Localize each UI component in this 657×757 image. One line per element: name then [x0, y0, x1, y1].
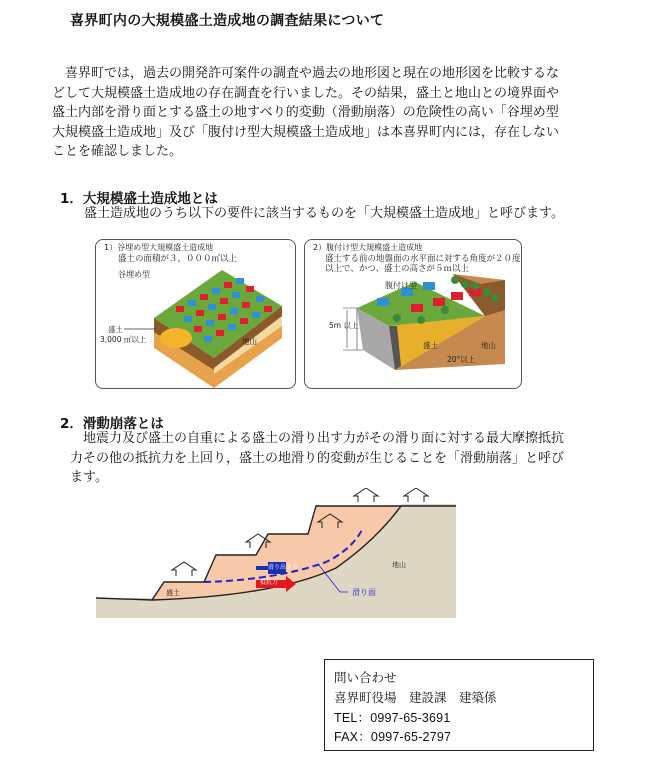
fill-label: 盛土: [108, 325, 123, 334]
section1-body: 盛土造成地のうち以下の要件に該当するものを「大規模盛土造成地」と呼びます。: [84, 206, 564, 221]
sliding-force-label: 滑り出す力: [268, 564, 299, 571]
slope-failure-diagram: [96, 488, 466, 618]
fill-label: 盛土: [423, 341, 438, 350]
section1-heading: 1．大規模盛土造成地とは: [60, 191, 218, 207]
section2-line: 地震力及び盛土の自重による盛土の滑り出す力がその滑り面に対する最大摩擦抵抗: [83, 431, 565, 446]
figure-requirement-line1: 盛土する前の地盤面の水平面に対する角度が２０度: [325, 254, 521, 264]
fill-label: 盛土: [166, 589, 180, 597]
type-label: 腹付け型: [385, 281, 417, 290]
figure-requirement-line2: 以上で、かつ、盛土の高さが５ｍ以上: [325, 264, 469, 274]
figure-valley-fill: [95, 239, 296, 389]
height-label: 5m 以上: [329, 321, 359, 330]
intro-line: どして大規模盛土造成地の存在調査を行いました。その結果，盛土と地山との境界面や: [52, 85, 560, 101]
figure-side-fill: [304, 239, 522, 389]
figure-requirement: 盛土の面積が３，０００㎡以上: [118, 254, 238, 264]
contact-tel[interactable]: TEL：0997-65-3691: [334, 711, 451, 725]
type-label: 谷埋め型: [118, 270, 150, 279]
ground-label: 地山: [481, 341, 496, 350]
section2-line: ます。: [70, 470, 108, 485]
contact-box: [324, 659, 594, 751]
angle-label: 20°以上: [447, 355, 476, 364]
ground-label: 地山: [242, 337, 257, 346]
slope-diagram-svg: [96, 488, 466, 618]
section2-body: [70, 429, 564, 488]
intro-line: 盛土内部を滑り面とする盛土の地すべり的変動（滑動崩落）の危険性の高い「谷埋め型: [52, 105, 559, 120]
intro-line: ことを確認しました。: [52, 144, 183, 159]
figure-caption: 2）腹付け型大規模盛土造成地: [313, 243, 423, 252]
intro-paragraph: [52, 64, 612, 162]
slip-surface-label: 滑り面: [352, 588, 376, 597]
section2-heading: 2．滑動崩落とは: [60, 416, 164, 432]
contact-office: 喜界町役場 建設課 建築係: [334, 690, 497, 705]
ground-label: 地山: [392, 561, 406, 569]
side-fill-illustration: [305, 240, 521, 388]
intro-line: 喜界町では，過去の開発許可案件の調査や過去の地形図と現在の地形図を比較するな: [65, 66, 560, 81]
contact-heading: 問い合わせ: [334, 670, 397, 685]
area-label: 3,000 ㎡以上: [100, 335, 147, 344]
section2-line: 力その他の抵抗力を上回り，盛土の地滑り的変動が生じることを「滑動崩落」と呼び: [70, 450, 565, 466]
resistance-label: 抵抗力: [260, 579, 279, 586]
valley-fill-illustration: [96, 240, 295, 388]
intro-line: 大規模盛土造成地」及び「腹付け型大規模盛土造成地」は本喜界町内には，存在しない: [52, 124, 560, 140]
page-title: 喜界町内の大規模盛土造成地の調査結果について: [70, 13, 385, 29]
contact-fax: FAX：0997-65-2797: [334, 730, 452, 744]
figure-caption: 1）谷埋め型大規模盛土造成地: [104, 243, 214, 252]
